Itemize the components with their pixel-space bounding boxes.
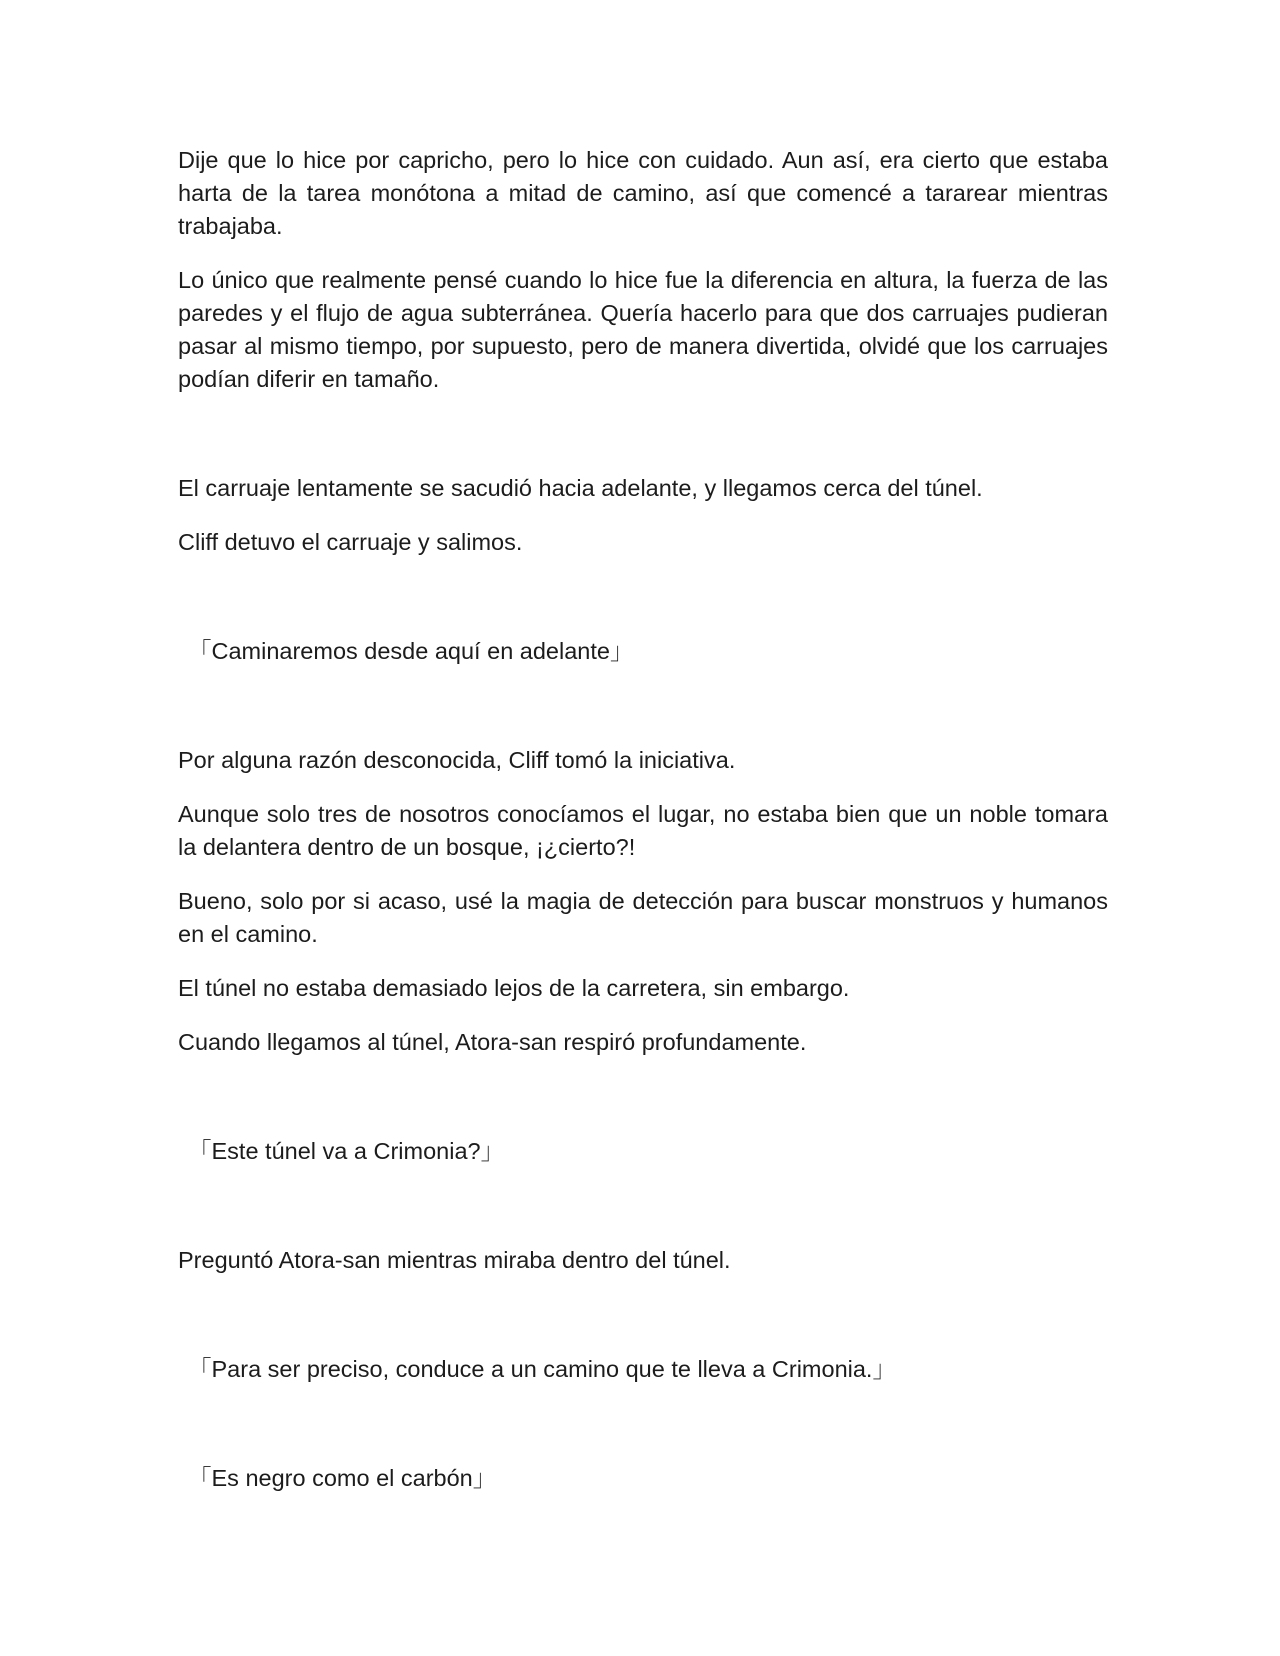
- paragraph: El carruaje lentamente se sacudió hacia adelante, y llegamos cerca del túnel.: [178, 475, 983, 501]
- paragraph-spacer: [178, 1080, 1108, 1135]
- paragraph: Lo único que realmente pensé cuando lo hice fue la diferencia en altura, la fuerza de las paredes y el flujo de agua subterránea. Quería hacerlo para que dos carruajes pudieran pasar al mismo tiempo, por supuesto, pero de manera divertida, olvidé que los carruajes podían diferir en tamaño.: [178, 267, 1108, 392]
- paragraph-spacer: [178, 689, 1108, 744]
- dialogue-line: 「Caminaremos desde aquí en adelante」: [188, 638, 634, 664]
- paragraph: Bueno, solo por si acaso, usé la magia de detección para buscar monstruos y humanos en el camino.: [178, 888, 1108, 947]
- paragraph-spacer: [178, 1298, 1108, 1353]
- paragraph: Por alguna razón desconocida, Cliff tomó la iniciativa.: [178, 747, 736, 773]
- paragraph-spacer: [178, 417, 1108, 472]
- paragraph: Cliff detuvo el carruaje y salimos.: [178, 529, 523, 555]
- paragraph-spacer: [178, 580, 1108, 635]
- dialogue-line: 「Es negro como el carbón」: [188, 1465, 497, 1491]
- paragraph: Dije que lo hice por capricho, pero lo hice con cuidado. Aun así, era cierto que estaba harta de la tarea monótona a mitad de camino, así que comencé a tararear mientras trabajaba.: [178, 147, 1108, 239]
- paragraph-spacer: [178, 1407, 1108, 1462]
- dialogue-line: 「Este túnel va a Crimonia?」: [188, 1138, 505, 1164]
- document-body: [178, 144, 1108, 1516]
- paragraph: El túnel no estaba demasiado lejos de la carretera, sin embargo.: [178, 975, 850, 1001]
- paragraph: Aunque solo tres de nosotros conocíamos el lugar, no estaba bien que un noble tomara la delantera dentro de un bosque, ¡¿cierto?!: [178, 801, 1108, 860]
- paragraph: Cuando llegamos al túnel, Atora-san respiró profundamente.: [178, 1029, 807, 1055]
- paragraph-spacer: [178, 1189, 1108, 1244]
- dialogue-line: 「Para ser preciso, conduce a un camino que te lleva a Crimonia.」: [188, 1356, 896, 1382]
- paragraph: Preguntó Atora-san mientras miraba dentro del túnel.: [178, 1247, 731, 1273]
